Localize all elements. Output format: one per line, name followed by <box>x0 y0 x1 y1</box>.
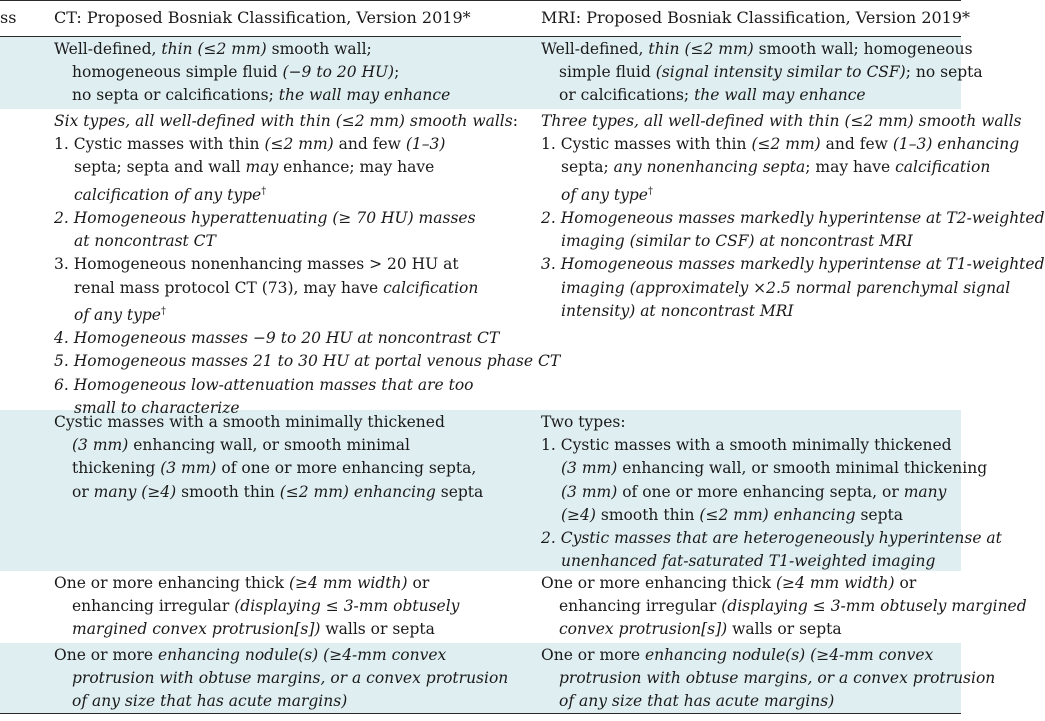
cell-line <box>54 180 560 207</box>
text-run: ; may have <box>805 158 896 177</box>
text-run: margined convex protrusion[s]) <box>72 620 321 639</box>
text-run: septa; <box>561 158 614 177</box>
text-run: may <box>245 158 279 177</box>
ct-cell-row-3 <box>54 411 483 504</box>
cell-line <box>54 230 560 253</box>
text-run: : <box>512 112 518 130</box>
text-run: (1–3) enhancing <box>892 135 1020 154</box>
cell-line <box>541 644 995 667</box>
cell-line <box>54 572 459 595</box>
text-run: (3 mm) <box>561 459 618 478</box>
text-run: smooth thin <box>595 505 700 524</box>
cell-line <box>54 350 560 373</box>
cell-line <box>54 481 483 504</box>
cell-line <box>541 481 1002 504</box>
text-run: intensity) at noncontrast MRI <box>561 301 794 320</box>
text-run: (≤2 mm) <box>264 135 334 154</box>
ct-cell-row-2 <box>54 110 560 420</box>
cell-line <box>54 84 450 107</box>
text-run: 5. Homogeneous masses 21 to 30 HU at portal venous phase CT <box>54 352 561 371</box>
cell-line <box>541 572 1027 595</box>
text-run: 2. Cystic masses that are heterogeneously hyperintense at <box>541 529 1002 548</box>
text-run: smooth wall; <box>266 40 372 58</box>
ct-cell-row-1 <box>54 38 450 108</box>
cell-line <box>541 300 1045 323</box>
cell-line <box>54 61 450 84</box>
text-run: (≥4 mm width) <box>776 574 895 592</box>
text-run: enhancing wall, or smooth minimal <box>128 436 410 455</box>
text-run: enhance; may have <box>278 158 435 177</box>
mri-cell-row-2 <box>541 110 1045 323</box>
text-run: (signal intensity similar to CSF) <box>655 63 906 82</box>
cell-line <box>54 374 560 397</box>
cell-line <box>541 84 983 107</box>
cell-line <box>54 595 459 618</box>
text-run: of one or more enhancing septa, or <box>617 482 904 501</box>
text-run: at noncontrast CT <box>74 232 216 251</box>
cell-line <box>541 504 1002 527</box>
text-run: (≤2 mm) enhancing <box>699 505 856 524</box>
text-run: calcification <box>895 158 991 177</box>
cell-line <box>541 434 1002 457</box>
cell-line <box>54 156 560 179</box>
cell-line <box>541 618 1027 641</box>
cell-line <box>541 156 1045 179</box>
text-run: (≥4 mm width) <box>289 574 408 592</box>
text-run: † <box>160 305 166 317</box>
cell-line <box>541 277 1045 300</box>
cell-line <box>541 133 1045 156</box>
text-run: One or more enhancing thick <box>54 574 289 592</box>
text-run: many (≥4) <box>93 482 177 501</box>
cell-line <box>54 618 459 641</box>
text-run: no septa or calcifications; <box>72 86 279 105</box>
text-run: the wall may enhance <box>694 86 866 105</box>
text-run: all well-defined with thin (≤2 mm) smooth walls <box>135 112 513 130</box>
text-run: imaging (similar to CSF) at noncontrast MRI <box>561 232 913 251</box>
ct-column-header: CT: Proposed Bosniak Classification, Version 2019* <box>54 8 471 27</box>
class-column-header: ss <box>0 8 17 27</box>
cell-line <box>541 180 1045 207</box>
cell-line <box>54 411 483 434</box>
text-run: any nonenhancing septa <box>613 158 806 177</box>
text-run: (3 mm) <box>72 436 129 455</box>
text-run: of any size that has acute margins) <box>72 692 348 711</box>
text-run: calcification of any type <box>74 185 262 204</box>
mri-column-header: MRI: Proposed Bosniak Classification, Version 2019* <box>541 8 971 27</box>
text-run: 2. Homogeneous masses markedly hyperintense at T2-weighted <box>541 208 1045 227</box>
text-run: smooth wall; homogeneous <box>753 40 973 58</box>
text-run: enhancing nodule(s) (≥4-mm convex <box>645 646 934 664</box>
text-run: convex protrusion[s]) <box>559 620 728 639</box>
cell-line <box>54 277 560 300</box>
cell-line <box>54 38 450 61</box>
text-run: 4. Homogeneous masses −9 to 20 HU at noncontrast CT <box>54 329 500 348</box>
cell-line <box>54 690 508 713</box>
cell-line <box>541 207 1045 230</box>
header-rule <box>0 36 961 37</box>
text-run: Well-defined, <box>541 40 649 58</box>
text-run: 1. Cystic masses with a smooth minimally thickened <box>541 436 952 455</box>
text-run: or <box>407 574 430 592</box>
text-run: One or more <box>54 646 158 664</box>
cell-line <box>541 38 983 61</box>
text-run: unenhanced fat-saturated T1-weighted imaging <box>561 552 936 571</box>
text-run: walls or septa <box>727 620 842 639</box>
text-run: of any size that has acute margins) <box>559 692 835 711</box>
text-run: septa; septa and wall <box>74 158 246 177</box>
text-run: 6. Homogeneous low-attenuation masses that are too <box>54 375 474 394</box>
text-run: small to characterize <box>74 398 240 417</box>
cell-line <box>541 61 983 84</box>
text-run: ; no septa <box>905 63 983 82</box>
text-run: or <box>72 482 94 501</box>
cell-line <box>541 411 1002 434</box>
cell-line <box>54 644 508 667</box>
text-run: (3 mm) <box>561 482 618 501</box>
text-run: One or more enhancing thick <box>541 574 776 592</box>
text-run: Six types, <box>54 112 136 130</box>
text-run: ; <box>394 63 400 82</box>
text-run: † <box>647 185 653 197</box>
cell-line <box>54 207 560 230</box>
text-run: thin (≤2 mm) <box>648 40 754 58</box>
ct-cell-row-5 <box>54 644 508 714</box>
text-run: 2. Homogeneous hyperattenuating (≥ 70 HU) masses <box>54 208 476 227</box>
text-run: of any type <box>74 305 161 324</box>
text-run: many <box>903 482 947 501</box>
cell-line <box>54 434 483 457</box>
cell-line <box>541 550 1002 573</box>
text-run: (displaying ≤ 3-mm obtusely <box>234 597 460 616</box>
cell-line <box>541 253 1045 276</box>
text-run: Two types: <box>541 413 626 431</box>
text-run: protrusion with obtuse margins, or a convex protrusion <box>72 669 509 688</box>
text-run: 1. Cystic masses with thin <box>54 135 265 154</box>
text-run: 1. Cystic masses with thin <box>541 135 752 154</box>
text-run: all well-defined with thin (≤2 mm) smooth walls <box>643 112 1022 130</box>
text-run: Three types, <box>541 112 644 130</box>
cell-line <box>54 667 508 690</box>
text-run: the wall may enhance <box>278 86 451 105</box>
mri-cell-row-3 <box>541 411 1002 573</box>
text-run: enhancing nodule(s) (≥4-mm convex <box>158 646 447 664</box>
text-run: (displaying ≤ 3-mm obtusely margined <box>721 597 1027 616</box>
text-run: 3. Homogeneous nonenhancing masses > 20 HU at <box>54 255 459 274</box>
text-run: (1–3) <box>405 135 446 154</box>
text-run: (≤2 mm) enhancing <box>279 482 436 501</box>
mri-cell-row-1 <box>541 38 983 108</box>
text-run: homogeneous simple fluid <box>72 63 283 82</box>
text-run: (−9 to 20 HU) <box>282 63 395 82</box>
text-run: imaging (approximately ×2.5 normal parenchymal signal <box>561 278 1011 297</box>
text-run: enhancing irregular <box>559 597 722 616</box>
text-run: of any type <box>561 185 648 204</box>
text-run: 3. Homogeneous masses markedly hyperintense at T1-weighted <box>541 255 1045 274</box>
text-run: † <box>261 185 267 197</box>
text-run: septa <box>435 482 484 501</box>
cell-line <box>541 527 1002 550</box>
cell-line <box>54 253 560 276</box>
text-run: calcification <box>383 278 479 297</box>
text-run: septa <box>855 505 903 524</box>
mri-cell-row-5 <box>541 644 995 714</box>
text-run: enhancing wall, or smooth minimal thickening <box>617 459 988 478</box>
text-run: renal mass protocol CT (73), may have <box>74 278 384 297</box>
text-run: walls or septa <box>320 620 435 639</box>
cell-line <box>541 667 995 690</box>
text-run: smooth thin <box>176 482 280 501</box>
text-run: (≤2 mm) <box>751 135 821 154</box>
text-run: or calcifications; <box>559 86 695 105</box>
text-run: enhancing irregular <box>72 597 235 616</box>
cell-line <box>541 230 1045 253</box>
text-run: (≥4) <box>561 505 596 524</box>
text-run: One or more <box>541 646 645 664</box>
text-run: Cystic masses with a smooth minimally thickened <box>54 413 445 431</box>
text-run: thickening <box>72 459 161 478</box>
text-run: and few <box>333 135 406 154</box>
ct-cell-row-4 <box>54 572 459 642</box>
text-run: thin (≤2 mm) <box>161 40 267 58</box>
text-run: or <box>894 574 917 592</box>
text-run: protrusion with obtuse margins, or a convex protrusion <box>559 669 996 688</box>
text-run: of one or more enhancing septa, <box>216 459 477 478</box>
text-run: simple fluid <box>559 63 656 82</box>
cell-line <box>54 327 560 350</box>
cell-line <box>541 690 995 713</box>
cell-line <box>541 457 1002 480</box>
cell-line <box>54 110 560 133</box>
text-run: and few <box>820 135 893 154</box>
cell-line <box>54 300 560 327</box>
cell-line <box>54 457 483 480</box>
cell-line <box>54 133 560 156</box>
mri-cell-row-4 <box>541 572 1027 642</box>
cell-line <box>541 595 1027 618</box>
text-run: (3 mm) <box>160 459 217 478</box>
top-rule <box>0 0 961 1</box>
text-run: Well-defined, <box>54 40 162 58</box>
cell-line <box>541 110 1045 133</box>
